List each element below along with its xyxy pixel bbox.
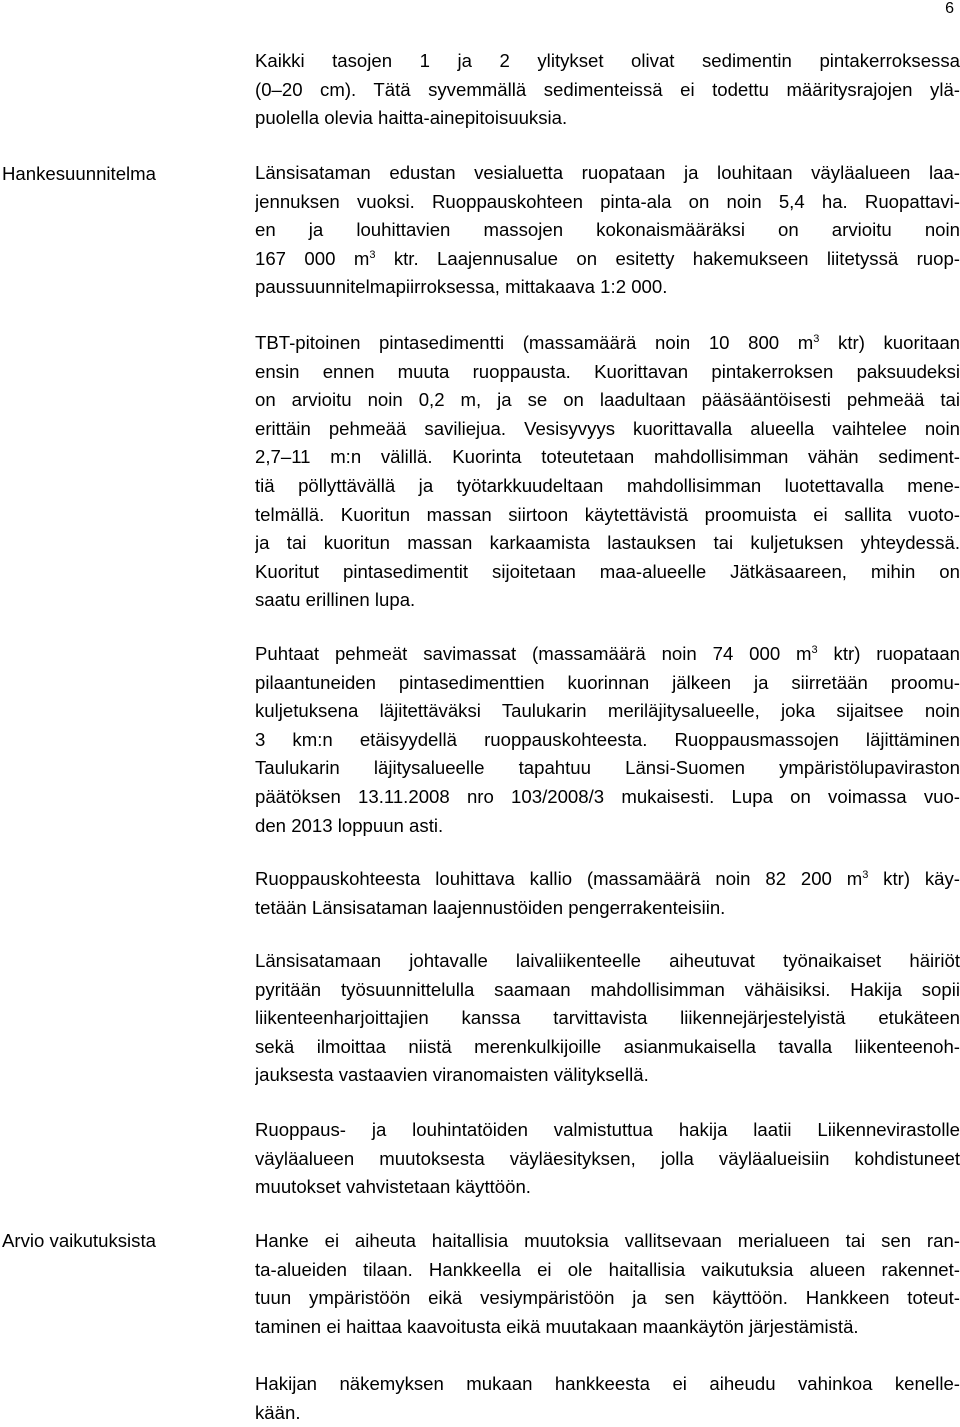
paragraph-sediment-exceedances — [255, 47, 960, 133]
text-line: Länsisataman edustan vesialuetta ruopataan ja louhitaan väyläalueen laa- — [255, 162, 960, 183]
text-line: kään. — [255, 1401, 301, 1423]
superscript-exponent: 3 — [862, 869, 869, 881]
text-line: Kuoritut pintasedimentit sijoitetaan maa-alueelle Jätkäsaareen, mihin on — [255, 560, 960, 582]
text-line: sekä ilmoittaa niistä merenkulkijoille asianmukaisella tavalla liikenteenoh- — [255, 1035, 960, 1057]
section-heading-arvio-vaikutuksista: Arvio vaikutuksista — [2, 1230, 156, 1251]
text-line: ta-alueiden tilaan. Hankkeella ei ole haitallisia vaikutuksia alueen rakennet- — [255, 1258, 960, 1280]
text-line: jauksesta vastaavien viranomaisten välityksellä. — [255, 1064, 649, 1086]
paragraph-clean-clay — [255, 640, 960, 840]
text-line: en ja louhittavien massojen kokonaismääräksi on arvioitu noin — [255, 219, 960, 241]
text-line: (0–20 cm). Tätä syvemmällä sedimenteissä ei todettu määritysrajojen ylä- — [255, 78, 960, 100]
paragraph-dredging-plan — [255, 159, 960, 302]
text-line: taminen ei haittaa kaavoitusta eikä muutakaan maankäytön järjestämistä. — [255, 1315, 859, 1337]
text-line: Kaikki tasojen 1 ja 2 ylitykset olivat sedimentin pintakerroksessa — [255, 50, 960, 71]
text-line: päätöksen 13.11.2008 nro 103/2008/3 mukaisesti. Lupa on voimassa vuo- — [255, 785, 960, 807]
text-line: puolella olevia haitta-ainepitoisuuksia. — [255, 107, 568, 129]
text-line: jennuksen vuoksi. Ruoppauskohteen pinta-ala on noin 5,4 ha. Ruopattavi- — [255, 190, 960, 212]
text-line: on arvioitu noin 0,2 m, ja se on laadultaan pääsääntöisesti pehmeää tai — [255, 389, 960, 411]
text-line: liikenteenharjoittajien kanssa tarvittavista liikennejärjestelyistä etukäteen — [255, 1007, 960, 1029]
section-heading-hankesuunnitelma: Hankesuunnitelma — [2, 163, 157, 184]
text-line: kuljetuksena läjitettäväksi Taulukarin meriläjitysalueelle, joka sijaitsee noin — [255, 700, 960, 722]
paragraph-shipping-traffic — [255, 947, 960, 1090]
text-line: Taulukarin läjitysalueelle tapahtuu Länsi-Suomen ympäristölupaviraston — [255, 757, 960, 779]
text-segment: 167 000 m — [255, 247, 370, 269]
text-line: Länsisatamaan johtavalle laivaliikenteelle aiheutuvat työnaikaiset häiriöt — [255, 950, 960, 971]
text-segment: Ruoppauskohteesta louhittava kallio (massamäärä noin 82 200 m — [255, 868, 863, 889]
text-segment: ktr. Laajennusalue on esitetty hakemukseen liitetyssä ruop- — [375, 247, 960, 269]
text-line: Hakijan näkemyksen mukaan hankkeesta ei aiheudu vahinkoa kenelle- — [255, 1373, 960, 1394]
text-line: den 2013 loppuun asti. — [255, 814, 444, 836]
text-line: telmällä. Kuoritun massan siirtoon käytettävistä proomuista ei sallita vuoto- — [255, 503, 960, 525]
text-line: muutokset vahvistetaan käyttöön. — [255, 1176, 531, 1198]
paragraph-quarried-rock — [255, 865, 960, 922]
text-line: tetään Länsisataman laajennustöiden pengerrakenteisiin. — [255, 896, 726, 918]
text-line: saatu erillinen lupa. — [255, 589, 416, 611]
text-line: Hanke ei aiheuta haitallisia muutoksia vallitsevaan merialueen tai sen ran- — [255, 1230, 960, 1251]
text-line: väyläalueen muutoksesta väyläesityksen, jolla väyläalueisiin kohdistuneet — [255, 1147, 960, 1169]
text-segment: ktr) käy- — [868, 868, 960, 889]
text-line: tiä pöllyttävällä ja työtarkkuudeltaan mahdollisimman luotettavalla mene- — [255, 474, 960, 496]
text-line: erittäin pehmeää saviliejua. Vesisyvyys kuorittavalla alueella vaihtelee noin — [255, 417, 960, 439]
text-line — [255, 245, 960, 274]
text-line — [255, 865, 960, 894]
text-line: ja tai kuoritun massan karkaamista lastauksen tai kuljetuksen yhteydessä. — [255, 532, 960, 554]
text-line: paussuunnitelmapiirroksessa, mittakaava 1:2 000. — [255, 276, 668, 298]
text-segment: ktr) ruopataan — [817, 643, 960, 664]
text-segment: Puhtaat pehmeät savimassat (massamäärä noin 74 000 m — [255, 643, 812, 664]
text-segment: TBT-pitoinen pintasedimentti (massamäärä noin 10 800 m — [255, 332, 814, 353]
superscript-exponent: 3 — [369, 248, 376, 261]
page-number: 6 — [945, 0, 954, 17]
paragraph-tbt-sediment — [255, 329, 960, 615]
text-line: pilaantuneiden pintasedimenttien kuorinnan jälkeen ja siirretään proomu- — [255, 671, 960, 693]
text-line — [255, 640, 960, 669]
text-line: pyritään työsuunnittelulla saamaan mahdollisimman vähäisiksi. Hakija sopii — [255, 978, 960, 1000]
text-line: ensin ennen muuta ruoppausta. Kuorittavan pintakerroksen paksuudeksi — [255, 360, 960, 382]
text-line: Ruoppaus- ja louhintatöiden valmistuttua hakija laatii Liikennevirastolle — [255, 1119, 960, 1140]
paragraph-fairway-proposal — [255, 1116, 960, 1202]
text-line: 3 km:n etäisyydellä ruoppauskohteesta. Ruoppausmassojen läjittäminen — [255, 728, 960, 750]
text-line: tuun ympäristöön eikä vesiympäristöön ja sen käyttöön. Hankkeen toteut- — [255, 1287, 960, 1309]
text-line — [255, 329, 960, 358]
paragraph-no-damage — [255, 1370, 960, 1427]
text-segment: ktr) kuoritaan — [819, 332, 960, 353]
text-line: 2,7–11 m:n välillä. Kuorinta toteutetaan mahdollisimman vähän sediment- — [255, 446, 960, 468]
superscript-exponent: 3 — [811, 644, 818, 656]
paragraph-impact-assessment — [255, 1227, 960, 1341]
superscript-exponent: 3 — [813, 333, 820, 345]
